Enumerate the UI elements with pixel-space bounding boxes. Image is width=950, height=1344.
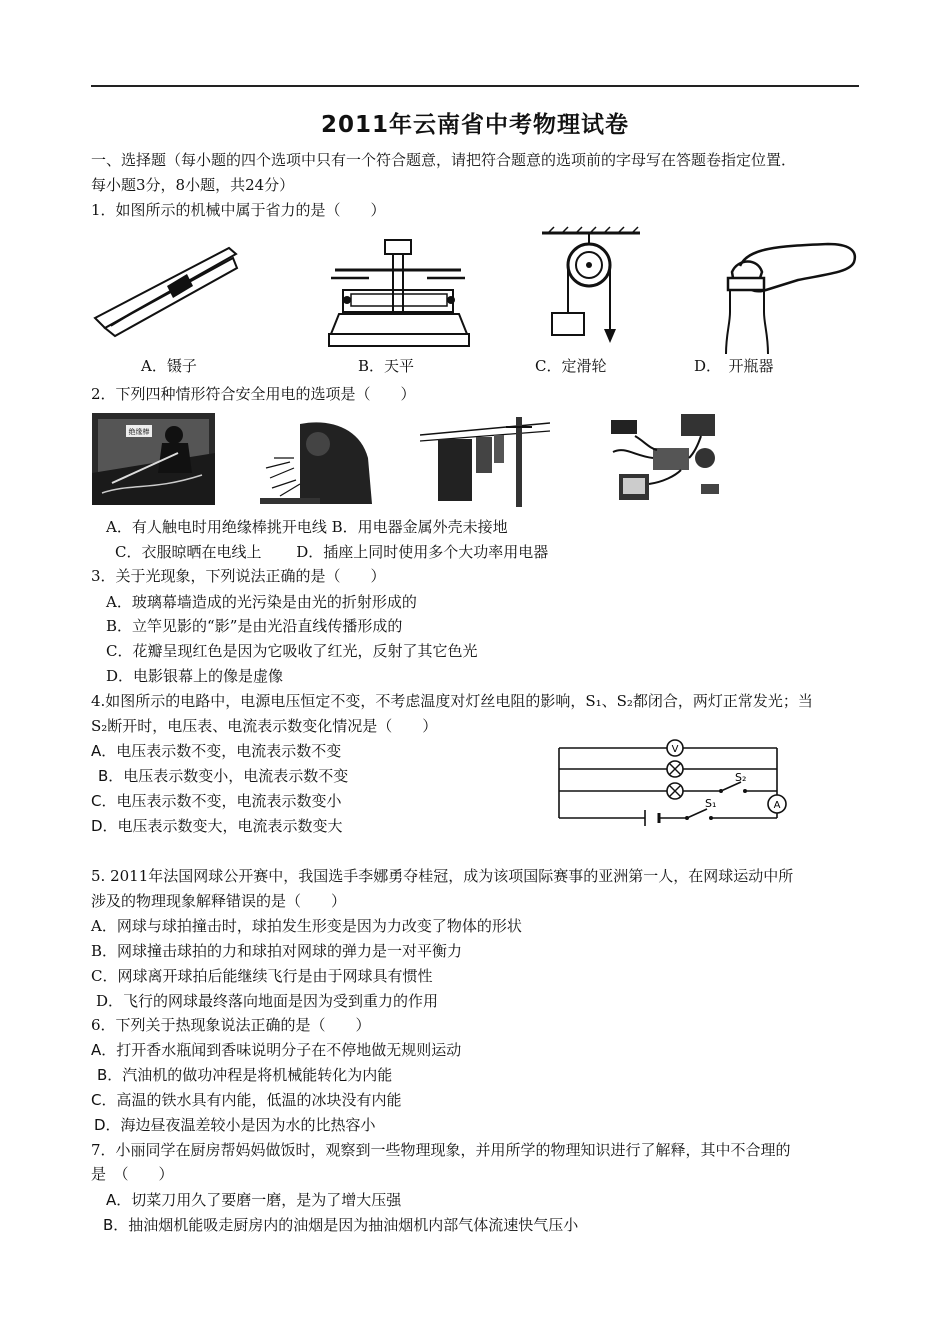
q6-option-b: B．汽油机的做功冲程是将机械能转化为内能 [97,1066,393,1084]
q5-option-a: A．网球与球拍撞击时，球拍发生形变是因为力改变了物体的形状 [91,917,522,935]
switch-s2-label: S₂ [735,771,747,784]
q5-option-c: C．网球离开球拍后能继续飞行是由于网球具有惯性 [91,967,433,985]
q5-option-d: D．飞行的网球最终落向地面是因为受到重力的作用 [96,992,439,1010]
q7-stem-line2: 是 （ ） [91,1165,174,1183]
q1-caption-b: B．天平 [358,357,415,375]
q4-stem-line1: 4.如图所示的电路中，电源电压恒定不变，不考虑温度对灯丝电阻的影响，S₁、S₂都闭合，两灯正常发光；当 [91,692,813,710]
q1-caption-d: D． 开瓶器 [694,357,774,375]
q3-stem: 3．关于光现象，下列说法正确的是（ ） [91,567,386,585]
q3-option-b: B．立竿见影的“影”是由光沿直线传播形成的 [106,617,403,635]
q3-option-c: C．花瓣呈现红色是因为它吸收了红光，反射了其它色光 [106,642,478,660]
section-intro-line2: 每小题3分，8小题，共24分） [91,176,295,194]
balance-scale-icon [325,238,473,350]
clothes-on-wire-photo [420,417,550,507]
q2-stem: 2．下列四种情形符合安全用电的选项是（ ） [91,385,416,403]
q3-option-d: D．电影银幕上的像是虚像 [106,667,284,685]
q6-option-a: A．打开香水瓶闻到香味说明分子在不停地做无规则运动 [91,1041,462,1059]
q7-option-b: B．抽油烟机能吸走厨房内的油烟是因为抽油烟机内部气体流速快气压小 [103,1216,579,1234]
section-intro-line1: 一、选择题（每小题的四个选项中只有一个符合题意，请把符合题意的选项前的字母写在答题卷指定位置． [91,151,797,169]
insulated-rod-photo [92,413,215,505]
voltmeter-label: V [671,744,679,755]
q1-caption-a: A．镊子 [141,357,197,375]
bottle-opener-icon [718,238,863,356]
lamp-icon [667,761,683,777]
q5-stem-line1: 5. 2011年法国网球公开赛中，我国选手李娜勇夺桂冠，成为该项国际赛事的亚洲第一人，在网球运动中所 [91,867,794,885]
q4-option-a: A．电压表示数不变，电流表示数不变 [91,742,342,760]
lamp-icon [667,783,683,799]
insulated-rod-label: 绝缘棒 [128,428,150,436]
tweezers-icon [91,240,241,345]
q2-options-ab: A．有人触电时用绝缘棒挑开电线 B．用电器金属外壳未接地 [106,518,508,536]
q6-stem: 6．下列关于热现象说法正确的是（ ） [91,1016,371,1034]
switch-s1-label: S₁ [705,797,717,810]
q1-stem: 1．如图所示的机械中属于省力的是（ ） [91,201,386,219]
q1-caption-c: C．定滑轮 [535,357,607,375]
q4-stem-line2: S₂断开时，电压表、电流表示数变化情况是（ ） [91,717,438,735]
q6-option-c: C．高温的铁水具有内能，低温的冰块没有内能 [91,1091,402,1109]
header-rule [91,85,859,87]
q4-option-d: D．电压表示数变大，电流表示数变大 [91,817,343,835]
ungrounded-appliance-photo [260,418,377,504]
overloaded-socket-photo [605,412,728,504]
q5-stem-line2: 涉及的物理现象解释错误的是（ ） [91,892,347,910]
ammeter-label: A [773,800,781,811]
q3-option-a: A．玻璃幕墙造成的光污染是由光的折射形成的 [106,593,417,611]
circuit-diagram [555,738,795,826]
q7-stem-line1: 7．小丽同学在厨房帮妈妈做饭时，观察到一些物理现象，并用所学的物理知识进行了解释，其中不合理的 [91,1141,791,1159]
q7-option-a: A．切菜刀用久了要磨一磨，是为了增大压强 [106,1191,402,1209]
q2-options-cd: C．衣服晾晒在电线上 D．插座上同时使用多个大功率用电器 [115,543,549,561]
q6-option-d: D．海边昼夜温差较小是因为水的比热容小 [94,1116,376,1134]
page-title: 2011年云南省中考物理试卷 [320,112,629,138]
fixed-pulley-icon [540,225,650,350]
q4-option-c: C．电压表示数不变，电流表示数变小 [91,792,342,810]
q4-option-b: B．电压表示数变小，电流表示数不变 [98,767,349,785]
q5-option-b: B．网球撞击球拍的力和球拍对网球的弹力是一对平衡力 [91,942,463,960]
